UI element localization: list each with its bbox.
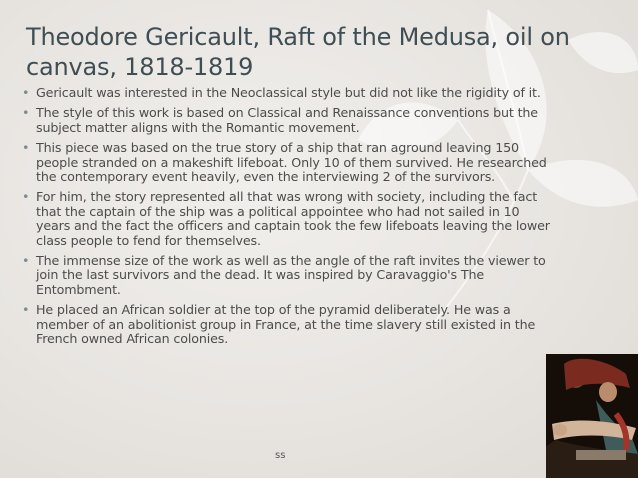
bullet-list [22, 86, 552, 353]
bullet-item: • For him, the story represented all that was wrong with society, including the fact that the captain of the ship was a political appointee who had not sailed in 10 years and the fact the officers and captain took the few lifeboats leaving the lower class people to fend for themselves. [22, 190, 552, 248]
bullet-item: • He placed an African soldier at the top of the pyramid deliberately. He was a member of an abolitionist group in France, at the time slavery still existed in the French owned African colonies. [22, 303, 552, 346]
bullet-item: • This piece was based on the true story of a ship that ran aground leaving 150 people stranded on a makeshift lifeboat. Only 10 of them survived. He researched the contemporary event heavily, even the interviewing 2 of the survivors. [22, 141, 552, 184]
slide-title: Theodore Gericault, Raft of the Medusa, oil on canvas, 1818-1819 [26, 23, 570, 81]
bullet-item: • Gericault was interested in the Neoclassical style but did not like the rigidity of it. [22, 86, 552, 100]
bullet-item: • The style of this work is based on Classical and Renaissance conventions but the subject matter aligns with the Romantic movement. [22, 106, 552, 135]
bullet-item: • The immense size of the work as well as the angle of the raft invites the viewer to join the last survivors and the dead. It was inspired by Caravaggio's The Entombment. [22, 254, 552, 297]
footer-initials: ss [275, 450, 286, 461]
entombment-painting-image [546, 354, 638, 478]
